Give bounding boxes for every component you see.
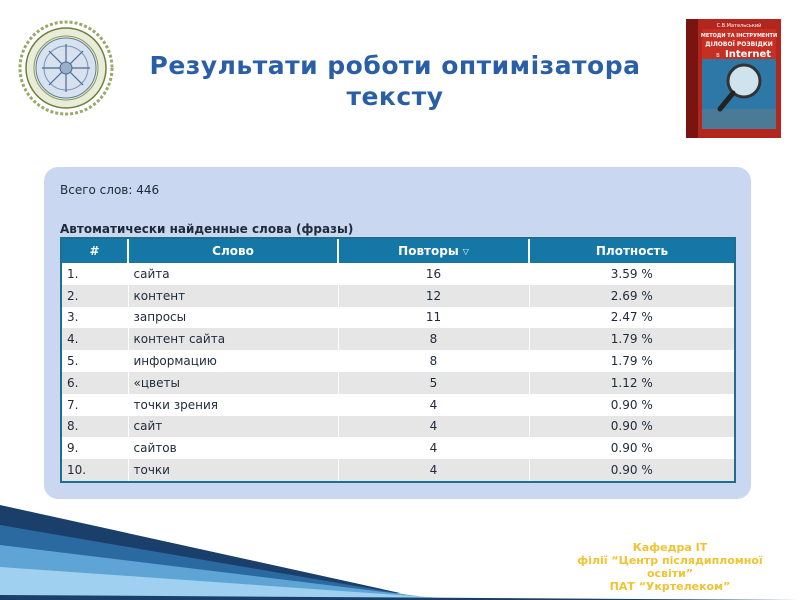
slide-title [130, 50, 660, 112]
row-word: «цветы [128, 372, 338, 394]
table-row [62, 350, 734, 372]
row-repeats: 11 [338, 307, 529, 329]
table-row [62, 416, 734, 438]
table-row [62, 372, 734, 394]
book-author: С.В.Мательський [716, 23, 762, 29]
sort-descending-icon[interactable]: ▽ [462, 247, 469, 256]
row-number: 8. [62, 416, 128, 438]
university-seal-logo [18, 20, 114, 116]
row-word: информацию [128, 350, 338, 372]
table-row [62, 285, 734, 307]
row-repeats: 4 [338, 394, 529, 416]
table-row [62, 307, 734, 329]
book-cover-image [686, 19, 781, 138]
row-repeats: 5 [338, 372, 529, 394]
table-caption: Автоматически найденные слова (фразы) [60, 222, 354, 236]
footer-line2: філії “Центр післядипломної освіти” [577, 554, 763, 580]
row-repeats: 16 [338, 263, 529, 285]
table-header-row [62, 239, 734, 263]
row-word: сайта [128, 263, 338, 285]
column-header-word[interactable]: Слово [128, 239, 338, 263]
row-repeats: 4 [338, 416, 529, 438]
keywords-table [62, 239, 734, 481]
row-density: 1.79 % [529, 328, 734, 350]
row-repeats: 4 [338, 459, 529, 481]
row-number: 7. [62, 394, 128, 416]
row-word: контент [128, 285, 338, 307]
table-row [62, 437, 734, 459]
footer-credit [560, 541, 780, 593]
column-header-number[interactable]: # [62, 239, 128, 263]
row-word: точки [128, 459, 338, 481]
row-repeats: 4 [338, 437, 529, 459]
row-number: 3. [62, 307, 128, 329]
row-number: 4. [62, 328, 128, 350]
row-density: 1.12 % [529, 372, 734, 394]
book-title-line2: ДІЛОВОЇ РОЗВІДКИ [705, 41, 773, 48]
total-word-count: Всего слов: 446 [60, 183, 160, 197]
book-title-line4: Internet [724, 49, 772, 60]
row-number: 2. [62, 285, 128, 307]
row-word: сайт [128, 416, 338, 438]
footer-line1: Кафедра ІТ [632, 541, 708, 554]
row-density: 0.90 % [529, 459, 734, 481]
row-density: 2.69 % [529, 285, 734, 307]
row-density: 3.59 % [529, 263, 734, 285]
table-row [62, 328, 734, 350]
row-density: 1.79 % [529, 350, 734, 372]
column-header-repeats-label: Повторы [398, 244, 459, 258]
row-density: 0.90 % [529, 437, 734, 459]
row-repeats: 8 [338, 328, 529, 350]
table-row [62, 394, 734, 416]
column-header-repeats[interactable] [338, 239, 529, 263]
row-repeats: 8 [338, 350, 529, 372]
row-word: контент сайта [128, 328, 338, 350]
book-title-line3: В [716, 53, 720, 59]
row-repeats: 12 [338, 285, 529, 307]
row-number: 5. [62, 350, 128, 372]
row-number: 1. [62, 263, 128, 285]
keywords-table-frame [60, 237, 736, 483]
footer-line3: ПАТ “Укртелеком” [609, 580, 731, 593]
row-number: 6. [62, 372, 128, 394]
column-header-density[interactable]: Плотность [529, 239, 734, 263]
book-title-line1: МЕТОДИ ТА ІНСТРУМЕНТИ [700, 33, 778, 39]
slide-title-line1: Результати роботи оптимізатора [149, 51, 641, 80]
optimizer-results-panel [44, 167, 751, 499]
row-word: сайтов [128, 437, 338, 459]
row-density: 0.90 % [529, 416, 734, 438]
row-number: 9. [62, 437, 128, 459]
table-row [62, 459, 734, 481]
slide-title-line2: тексту [346, 82, 444, 111]
row-word: запросы [128, 307, 338, 329]
row-number: 10. [62, 459, 128, 481]
row-word: точки зрения [128, 394, 338, 416]
table-row [62, 263, 734, 285]
row-density: 2.47 % [529, 307, 734, 329]
row-density: 0.90 % [529, 394, 734, 416]
